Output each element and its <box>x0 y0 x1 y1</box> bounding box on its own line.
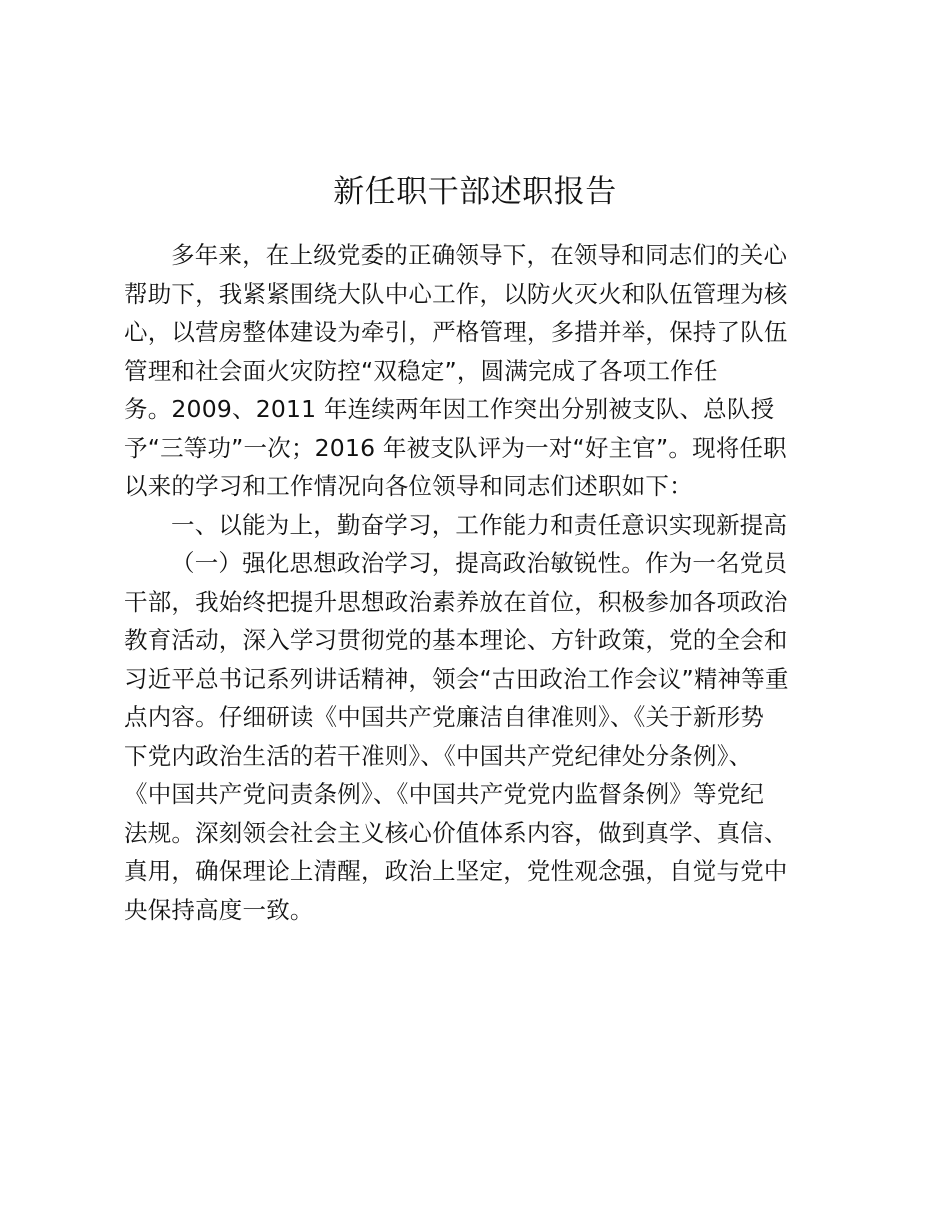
paragraph-line: 习近平总书记系列讲话精神，领会“古田政治工作会议”精神等重 <box>124 664 789 693</box>
paragraph-line: 多年来，在上级党委的正确领导下，在领导和同志们的关心 <box>171 241 788 269</box>
paragraph-line: （一）强化思想政治学习，提高政治敏锐性。作为一名党员 <box>171 549 788 577</box>
section-heading: 一、以能为上，勤奋学习，工作能力和责任意识实现新提高 <box>171 510 788 539</box>
paragraph-line: 下党内政治生活的若干准则》、《中国共产党纪律处分条例》、 <box>124 741 753 770</box>
document-body <box>124 236 824 929</box>
document-title: 新任职干部述职报告 <box>333 174 617 210</box>
paragraph-line: 心，以营房整体建设为牵引，严格管理，多措并举，保持了队伍 <box>124 318 788 346</box>
paragraph-line: 管理和社会面火灾防控“双稳定”，圆满完成了各项工作任 <box>124 356 718 385</box>
paragraph-line: 点内容。仔细研读《中国共产党廉洁自律准则》、《关于新形势 <box>124 703 765 731</box>
paragraph-line: 务。2009、2011 年连续两年因工作突出分别被支队、总队授 <box>124 395 775 423</box>
paragraph-line: 《中国共产党问责条例》、《中国共产党党内监督条例》等党纪 <box>124 780 765 808</box>
paragraph-line: 帮助下，我紧紧围绕大队中心工作，以防火灭火和队伍管理为核 <box>124 279 788 308</box>
paragraph-line: 教育活动，深入学习贯彻党的基本理论、方针政策，党的全会和 <box>124 626 788 654</box>
paragraph-line: 真用，确保理论上清醒，政治上坚定，党性观念强，自觉与党中 <box>124 857 788 885</box>
paragraph-line: 予“三等功”一次；2016 年被支队评为一对“好主官”。现将任职 <box>124 433 787 462</box>
paragraph-line: 干部，我始终把提升思想政治素养放在首位，积极参加各项政治 <box>124 587 788 616</box>
paragraph-line: 以来的学习和工作情况向各位领导和同志们述职如下： <box>124 472 693 500</box>
paragraph-line: 法规。深刻领会社会主义核心价值体系内容，做到真学、真信、 <box>124 818 788 847</box>
paragraph-line: 央保持高度一致。 <box>124 895 314 924</box>
